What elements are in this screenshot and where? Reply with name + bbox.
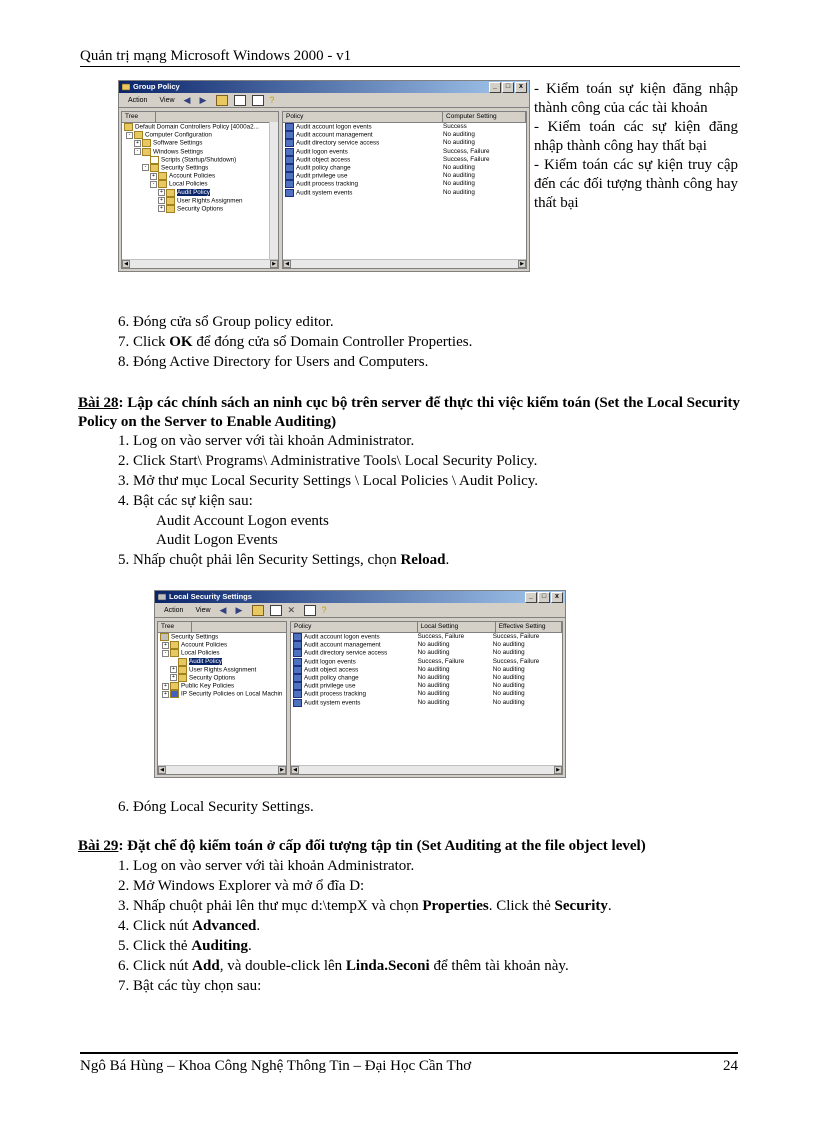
policy-row[interactable]: Audit privilege use No auditing — [283, 172, 526, 180]
step: 6. Đóng Local Security Settings. — [118, 799, 314, 815]
policy-row[interactable]: Audit directory service access No auditing — [283, 139, 526, 147]
tree-item[interactable]: - Security Settings — [122, 164, 278, 172]
tree-item-selected[interactable]: Audit Policy — [158, 658, 286, 666]
menu-action[interactable]: Action — [164, 606, 184, 614]
policy-row[interactable]: Audit account logon events Success, Failure Success, Failure — [291, 633, 562, 641]
tree-item[interactable]: Default Domain Controllers Policy [4000a2... — [122, 123, 278, 131]
tree-hscroll[interactable]: ◀ ▶ — [122, 259, 278, 268]
policy-icon — [293, 690, 302, 698]
step: 4. Click nút Advanced. — [118, 918, 261, 934]
tree-item-selected[interactable]: + Audit Policy — [122, 189, 278, 197]
tree-item[interactable]: + Account Policies — [122, 172, 278, 180]
tree-header: Tree — [122, 112, 156, 122]
policy-icon — [285, 148, 294, 156]
footer-text: Ngô Bá Hùng – Khoa Công Nghệ Thông Tin – Đại Học Cần Thơ — [80, 1058, 472, 1074]
up-folder-icon[interactable] — [252, 605, 264, 616]
col-computer-setting[interactable]: Computer Setting — [443, 112, 526, 122]
policy-row[interactable]: Audit privilege use No auditing No auditing — [291, 682, 562, 690]
sub-item: Audit Logon Events — [156, 532, 278, 548]
minimize-icon[interactable]: _ — [525, 592, 537, 603]
tree-vscroll[interactable] — [269, 122, 278, 260]
policy-icon — [293, 682, 302, 690]
policy-icon — [285, 180, 294, 188]
col-policy[interactable]: Policy — [283, 112, 443, 122]
policy-icon — [285, 131, 294, 139]
note: - Kiểm toán các sự kiện đăng nhập thành công hay thất bại — [534, 119, 738, 154]
policy-icon — [285, 123, 294, 131]
tree-item[interactable]: + IP Security Policies on Local Machin — [158, 690, 286, 698]
step: 2. Click Start\ Programs\ Administrative Tools\ Local Security Policy. — [118, 453, 538, 469]
policy-row[interactable]: Audit process tracking No auditing No auditing — [291, 690, 562, 698]
close-icon[interactable]: x — [551, 592, 563, 603]
policy-row[interactable]: Audit account management No auditing No auditing — [291, 641, 562, 649]
page-header: Quản trị mạng Microsoft Windows 2000 - v1 — [80, 48, 740, 67]
step: 5. Click thẻ Auditing. — [118, 938, 252, 954]
menu-action[interactable]: Action — [128, 96, 148, 104]
tree-item[interactable]: + Account Policies — [158, 641, 286, 649]
policy-icon — [285, 172, 294, 180]
policy-icon — [293, 649, 302, 657]
policy-icon — [293, 658, 302, 666]
tree-pane — [121, 111, 279, 269]
note: - Kiểm toán các sự kiện truy cập đến các đối tượng thành công hay thất bại — [534, 157, 738, 211]
export-icon[interactable] — [304, 605, 316, 616]
tree-item[interactable]: + Software Settings — [122, 139, 278, 147]
local-security-settings-window — [154, 590, 566, 778]
policy-icon — [285, 139, 294, 147]
toolbar — [155, 603, 565, 618]
back-icon[interactable]: ◀ — [183, 94, 191, 105]
tree-item[interactable]: + User Rights Assignment — [158, 666, 286, 674]
tree-item[interactable]: - Computer Configuration — [122, 131, 278, 139]
step: 3. Nhấp chuột phải lên thư mục d:\tempX và chọn Properties. Click thẻ Security. — [118, 898, 612, 914]
policy-row[interactable]: Audit process tracking No auditing — [283, 180, 526, 188]
show-tree-icon[interactable] — [270, 605, 282, 616]
help-icon[interactable]: ? — [321, 604, 327, 615]
tree-item[interactable]: - Local Policies — [122, 180, 278, 188]
tree-item[interactable]: - Windows Settings — [122, 148, 278, 156]
col-effective-setting[interactable]: Effective Setting — [496, 622, 562, 632]
policy-icon — [293, 699, 302, 707]
tree-item[interactable]: Scripts (Startup/Shutdown) — [122, 156, 278, 164]
tree-hscroll[interactable]: ◀ ▶ — [158, 765, 286, 774]
back-icon[interactable]: ◀ — [219, 604, 227, 615]
col-local-setting[interactable]: Local Setting — [418, 622, 496, 632]
side-notes — [534, 80, 738, 213]
policy-icon — [293, 666, 302, 674]
policy-icon — [293, 674, 302, 682]
policy-icon — [293, 633, 302, 641]
policy-pane — [290, 621, 563, 775]
group-policy-window — [118, 80, 530, 272]
minimize-icon[interactable]: _ — [489, 82, 501, 93]
policy-pane — [282, 111, 527, 269]
export-icon[interactable] — [252, 95, 264, 106]
tree-item[interactable]: - Local Policies — [158, 649, 286, 657]
policy-row[interactable]: Audit directory service access No auditing No auditing — [291, 649, 562, 657]
policy-row[interactable]: Audit account management No auditing — [283, 131, 526, 139]
step: 4. Bật các sự kiện sau: — [118, 493, 253, 509]
policy-row[interactable]: Audit policy change No auditing No auditing — [291, 674, 562, 682]
step: 8. Đóng Active Directory for Users and Computers. — [118, 354, 429, 370]
step: 5. Nhấp chuột phải lên Security Settings, chọn Reload. — [118, 552, 450, 568]
policy-row[interactable]: Audit account logon events Success — [283, 123, 526, 131]
window-title: Local Security Settings — [169, 592, 252, 601]
col-policy[interactable]: Policy — [291, 622, 418, 632]
menu-view[interactable]: View — [195, 606, 211, 614]
window-titlebar — [155, 591, 565, 603]
step: 2. Mở Windows Explorer và mở ổ đĩa D: — [118, 878, 365, 894]
up-folder-icon[interactable] — [216, 95, 228, 106]
policy-row[interactable]: Audit object access No auditing No auditing — [291, 666, 562, 674]
step: 3. Mở thư mục Local Security Settings \ Local Policies \ Audit Policy. — [118, 473, 539, 489]
window-titlebar — [119, 81, 529, 93]
close-icon[interactable]: x — [515, 82, 527, 93]
group-policy-icon — [122, 83, 130, 91]
security-settings-icon — [158, 593, 166, 601]
step: 6. Đóng cửa sổ Group policy editor. — [118, 314, 334, 330]
policy-icon — [285, 156, 294, 164]
tree-item[interactable]: + Security Options — [122, 205, 278, 213]
policy-row[interactable]: Audit system events No auditing No auditing — [291, 699, 562, 707]
tree-item[interactable]: + Public Key Policies — [158, 682, 286, 690]
policy-row[interactable]: Audit policy change No auditing — [283, 164, 526, 172]
sub-item: Audit Account Logon events — [156, 513, 329, 529]
policy-row[interactable]: Audit object access Success, Failure — [283, 156, 526, 164]
exercise-28-title: Bài 28: Lập các chính sách an ninh cục bộ trên server để thực thi việc kiểm toán (Set the Local Security Policy on the Server to Enable Auditing) — [78, 395, 740, 430]
policy-icon — [285, 164, 294, 172]
maximize-icon[interactable]: □ — [502, 82, 514, 93]
toolbar — [119, 93, 529, 108]
forward-icon[interactable]: ▶ — [235, 604, 243, 615]
menu-view[interactable]: View — [159, 96, 175, 104]
page-footer — [80, 1052, 738, 1075]
help-icon[interactable]: ? — [269, 94, 275, 105]
step: 1. Log on vào server với tài khoản Administrator. — [118, 858, 415, 874]
forward-icon[interactable]: ▶ — [199, 94, 207, 105]
step: 7. Click OK để đóng cửa sổ Domain Controller Properties. — [118, 334, 473, 350]
policy-row[interactable]: Audit system events No auditing — [283, 189, 526, 197]
delete-icon[interactable]: ✕ — [287, 604, 296, 615]
policy-hscroll[interactable]: ◀ ▶ — [283, 259, 526, 268]
policy-row[interactable]: Audit logon events Success, Failure Success, Failure — [291, 658, 562, 666]
tree-item[interactable]: Security Settings — [158, 633, 286, 641]
window-title: Group Policy — [133, 82, 180, 91]
exercise-29-title: Bài 29: Đặt chế độ kiểm toán ở cấp đối tượng tập tin (Set Auditing at the file object level) — [78, 838, 646, 854]
show-tree-icon[interactable] — [234, 95, 246, 106]
policy-icon — [285, 189, 294, 197]
policy-icon — [293, 641, 302, 649]
page-number: 24 — [723, 1058, 738, 1074]
note: - Kiểm toán sự kiện đăng nhập thành công của các tài khoản — [534, 81, 738, 116]
step: 1. Log on vào server với tài khoản Administrator. — [118, 433, 415, 449]
step: 7. Bật các tùy chọn sau: — [118, 978, 262, 994]
policy-row[interactable]: Audit logon events Success, Failure — [283, 148, 526, 156]
maximize-icon[interactable]: □ — [538, 592, 550, 603]
policy-hscroll[interactable]: ◀ ▶ — [291, 765, 562, 774]
tree-item[interactable]: + Security Options — [158, 674, 286, 682]
tree-item[interactable]: + User Rights Assignmen — [122, 197, 278, 205]
step: 6. Click nút Add, và double-click lên Linda.Seconi để thêm tài khoản này. — [118, 958, 569, 974]
tree-pane — [157, 621, 287, 775]
tree-header: Tree — [158, 622, 192, 632]
